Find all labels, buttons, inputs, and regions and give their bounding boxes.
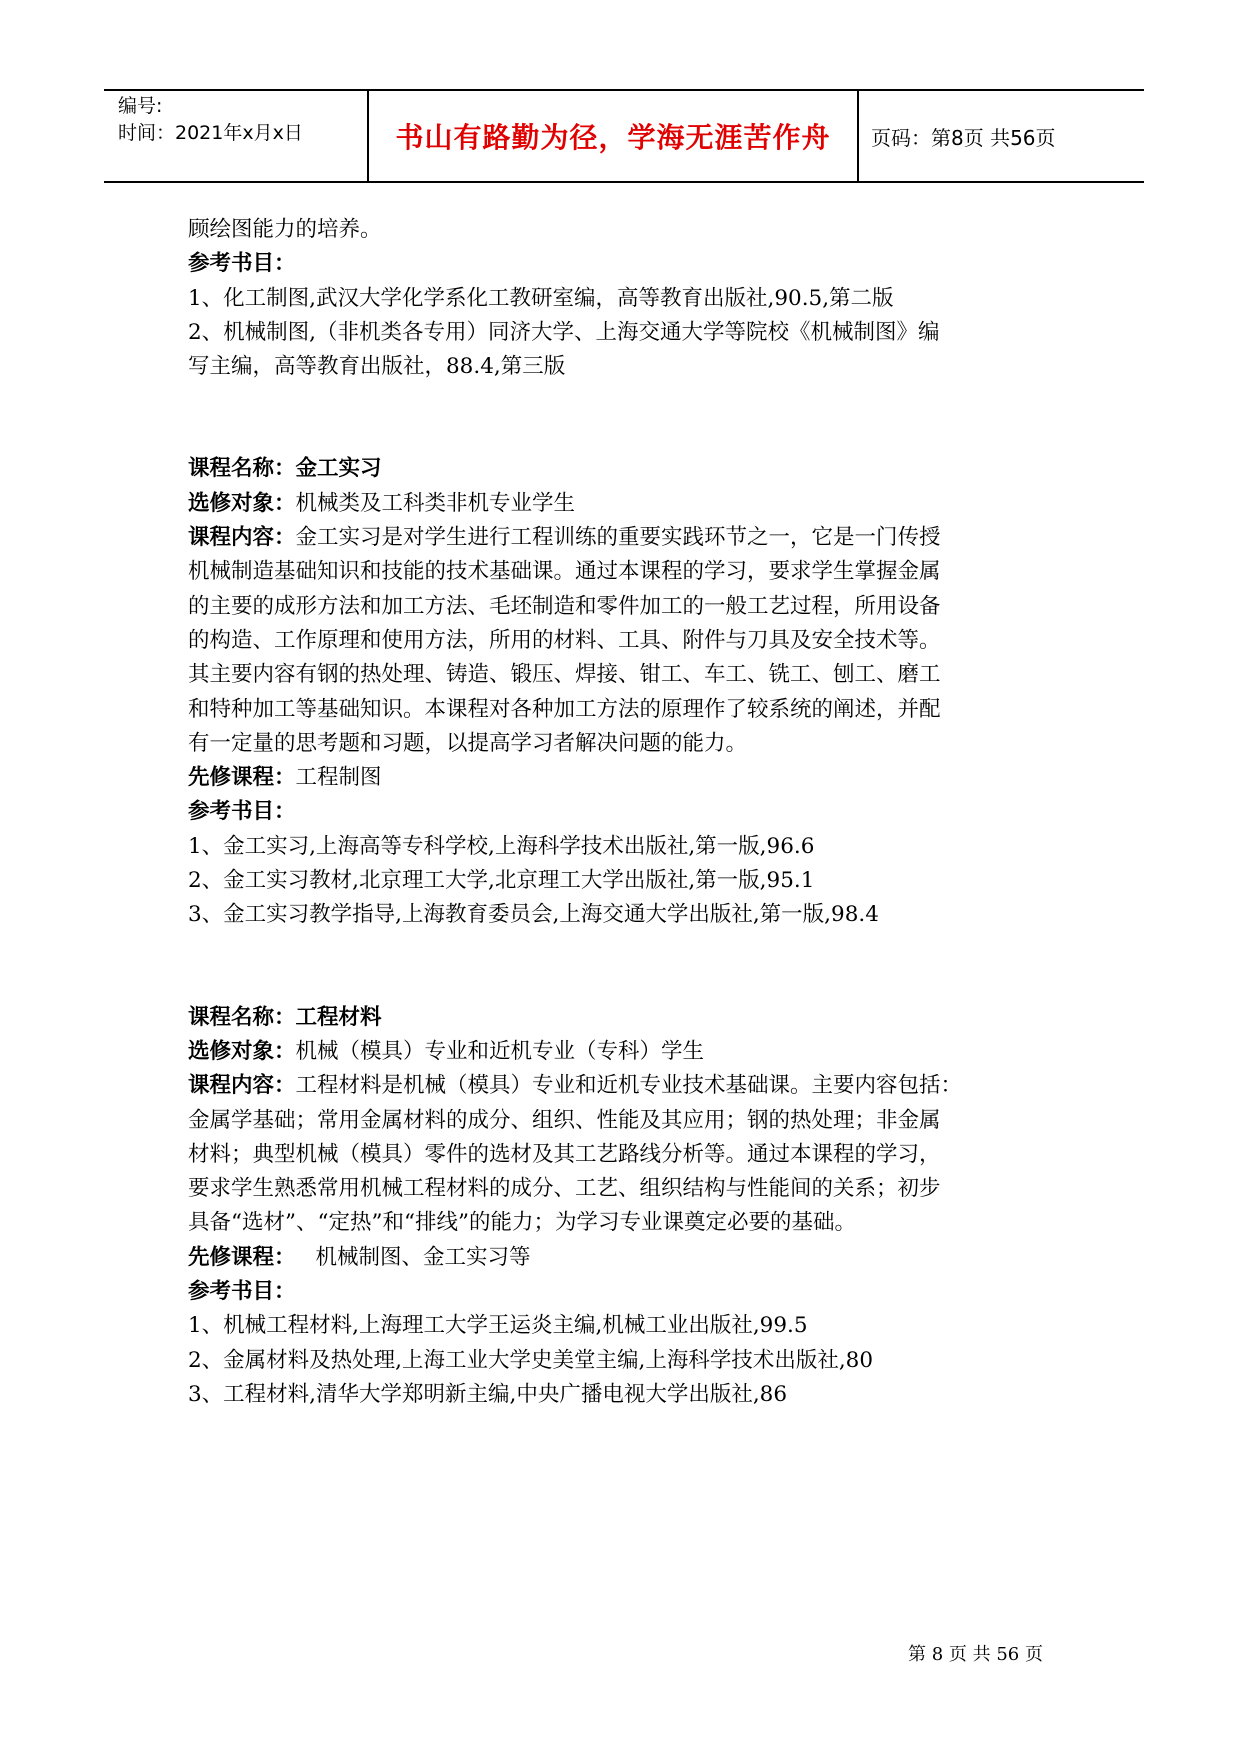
content-line: 有一定量的思考题和习题，以提高学习者解决问题的能力。 xyxy=(188,730,748,756)
course-title xyxy=(188,1001,1068,1035)
course-name: 工程材料 xyxy=(295,1004,382,1030)
ref-item: 2、金工实习教材,北京理工大学,北京理工大学出版社,第一版,95.1 xyxy=(188,868,815,894)
content-line: 要求学生熟悉常用机械工程材料的成分、工艺、组织结构与性能间的关系；初步 xyxy=(188,1176,941,1202)
target-label: 选修对象： xyxy=(188,1038,296,1064)
target-label: 选修对象： xyxy=(188,490,296,516)
course-name: 金工实习 xyxy=(295,456,382,482)
course-target xyxy=(188,487,1068,521)
ref-heading: 参考书目： xyxy=(188,251,296,277)
content-line: 金属学基础；常用金属材料的成分、组织、性能及其应用；钢的热处理；非金属 xyxy=(188,1107,941,1133)
course-prereq xyxy=(188,761,1068,795)
page-header xyxy=(104,89,1144,183)
document-body xyxy=(188,213,1068,1412)
content-line xyxy=(188,521,1068,555)
ref-item: 写主编，高等教育出版社，88.4,第三版 xyxy=(188,354,566,380)
target-value: 机械（模具）专业和近机专业（专科）学生 xyxy=(295,1038,705,1064)
ref-item: 2、机械制图,（非机类各专用）同济大学、上海交通大学等院校《机械制图》编 xyxy=(188,319,940,345)
ref-item: 3、金工实习教学指导,上海教育委员会,上海交通大学出版社,第一版,98.4 xyxy=(188,902,879,928)
course-title xyxy=(188,452,1068,486)
content-line: 的构造、工作原理和使用方法，所用的材料、工具、附件与刀具及安全技术等。 xyxy=(188,627,941,653)
course-section xyxy=(188,1001,1068,1413)
content-line: 的主要的成形方法和加工方法、毛坯制造和零件加工的一般工艺过程，所用设备 xyxy=(188,593,941,619)
ref-item: 1、机械工程材料,上海理工大学王运炎主编,机械工业出版社,99.5 xyxy=(188,1313,808,1339)
header-meta xyxy=(104,91,369,181)
prereq-value: 工程制图 xyxy=(295,765,382,791)
ref-item: 2、金属材料及热处理,上海工业大学史美堂主编,上海科学技术出版社,80 xyxy=(188,1347,874,1373)
content-line: 具备“选材”、“定热”和“排线”的能力；为学习专业课奠定必要的基础。 xyxy=(188,1210,856,1236)
prereq-value: 机械制图、金工实习等 xyxy=(315,1244,531,1270)
content-text: 金工实习是对学生进行工程训练的重要实践环节之一，它是一门传授 xyxy=(295,525,941,551)
ref-heading: 参考书目： xyxy=(188,1279,296,1305)
header-page: 页码：第8页 共56页 xyxy=(871,125,1056,150)
course-name-label: 课程名称： xyxy=(188,456,296,482)
header-number: 编号: xyxy=(118,95,163,117)
content-label: 课程内容： xyxy=(188,1073,296,1099)
paragraph-continuation: 顾绘图能力的培养。 xyxy=(188,217,382,242)
content-line: 机械制造基础知识和技能的技术基础课。通过本课程的学习，要求学生掌握金属 xyxy=(188,559,941,585)
content-line: 其主要内容有钢的热处理、铸造、锻压、焊接、钳工、车工、铣工、刨工、磨工 xyxy=(188,662,941,688)
target-value: 机械类及工科类非机专业学生 xyxy=(295,490,576,516)
ref-heading: 参考书目： xyxy=(188,799,296,825)
content-label: 课程内容： xyxy=(188,525,296,551)
prereq-label: 先修课程： xyxy=(188,765,296,791)
ref-item: 1、化工制图,武汉大学化学系化工教研室编，高等教育出版社,90.5,第二版 xyxy=(188,285,894,311)
course-prereq xyxy=(188,1241,1068,1275)
prereq-label: 先修课程： xyxy=(188,1244,296,1270)
page-footer: 第 8 页 共 56 页 xyxy=(908,1644,1043,1665)
ref-item: 1、金工实习,上海高等专科学校,上海科学技术出版社,第一版,96.6 xyxy=(188,833,815,859)
header-time: 时间：2021年x月x日 xyxy=(118,122,303,144)
content-text: 工程材料是机械（模具）专业和近机专业技术基础课。主要内容包括： xyxy=(295,1073,963,1099)
course-target xyxy=(188,1035,1068,1069)
course-section xyxy=(188,452,1068,932)
ref-item: 3、工程材料,清华大学郑明新主编,中央广播电视大学出版社,86 xyxy=(188,1381,788,1407)
header-motto: 书山有路勤为径，学海无涯苦作舟 xyxy=(369,91,859,181)
content-line: 和特种加工等基础知识。本课程对各种加工方法的原理作了较系统的阐述，并配 xyxy=(188,696,941,722)
content-line xyxy=(188,1069,1068,1103)
course-name-label: 课程名称： xyxy=(188,1004,296,1030)
content-line: 材料；典型机械（模具）零件的选材及其工艺路线分析等。通过本课程的学习， xyxy=(188,1141,941,1167)
